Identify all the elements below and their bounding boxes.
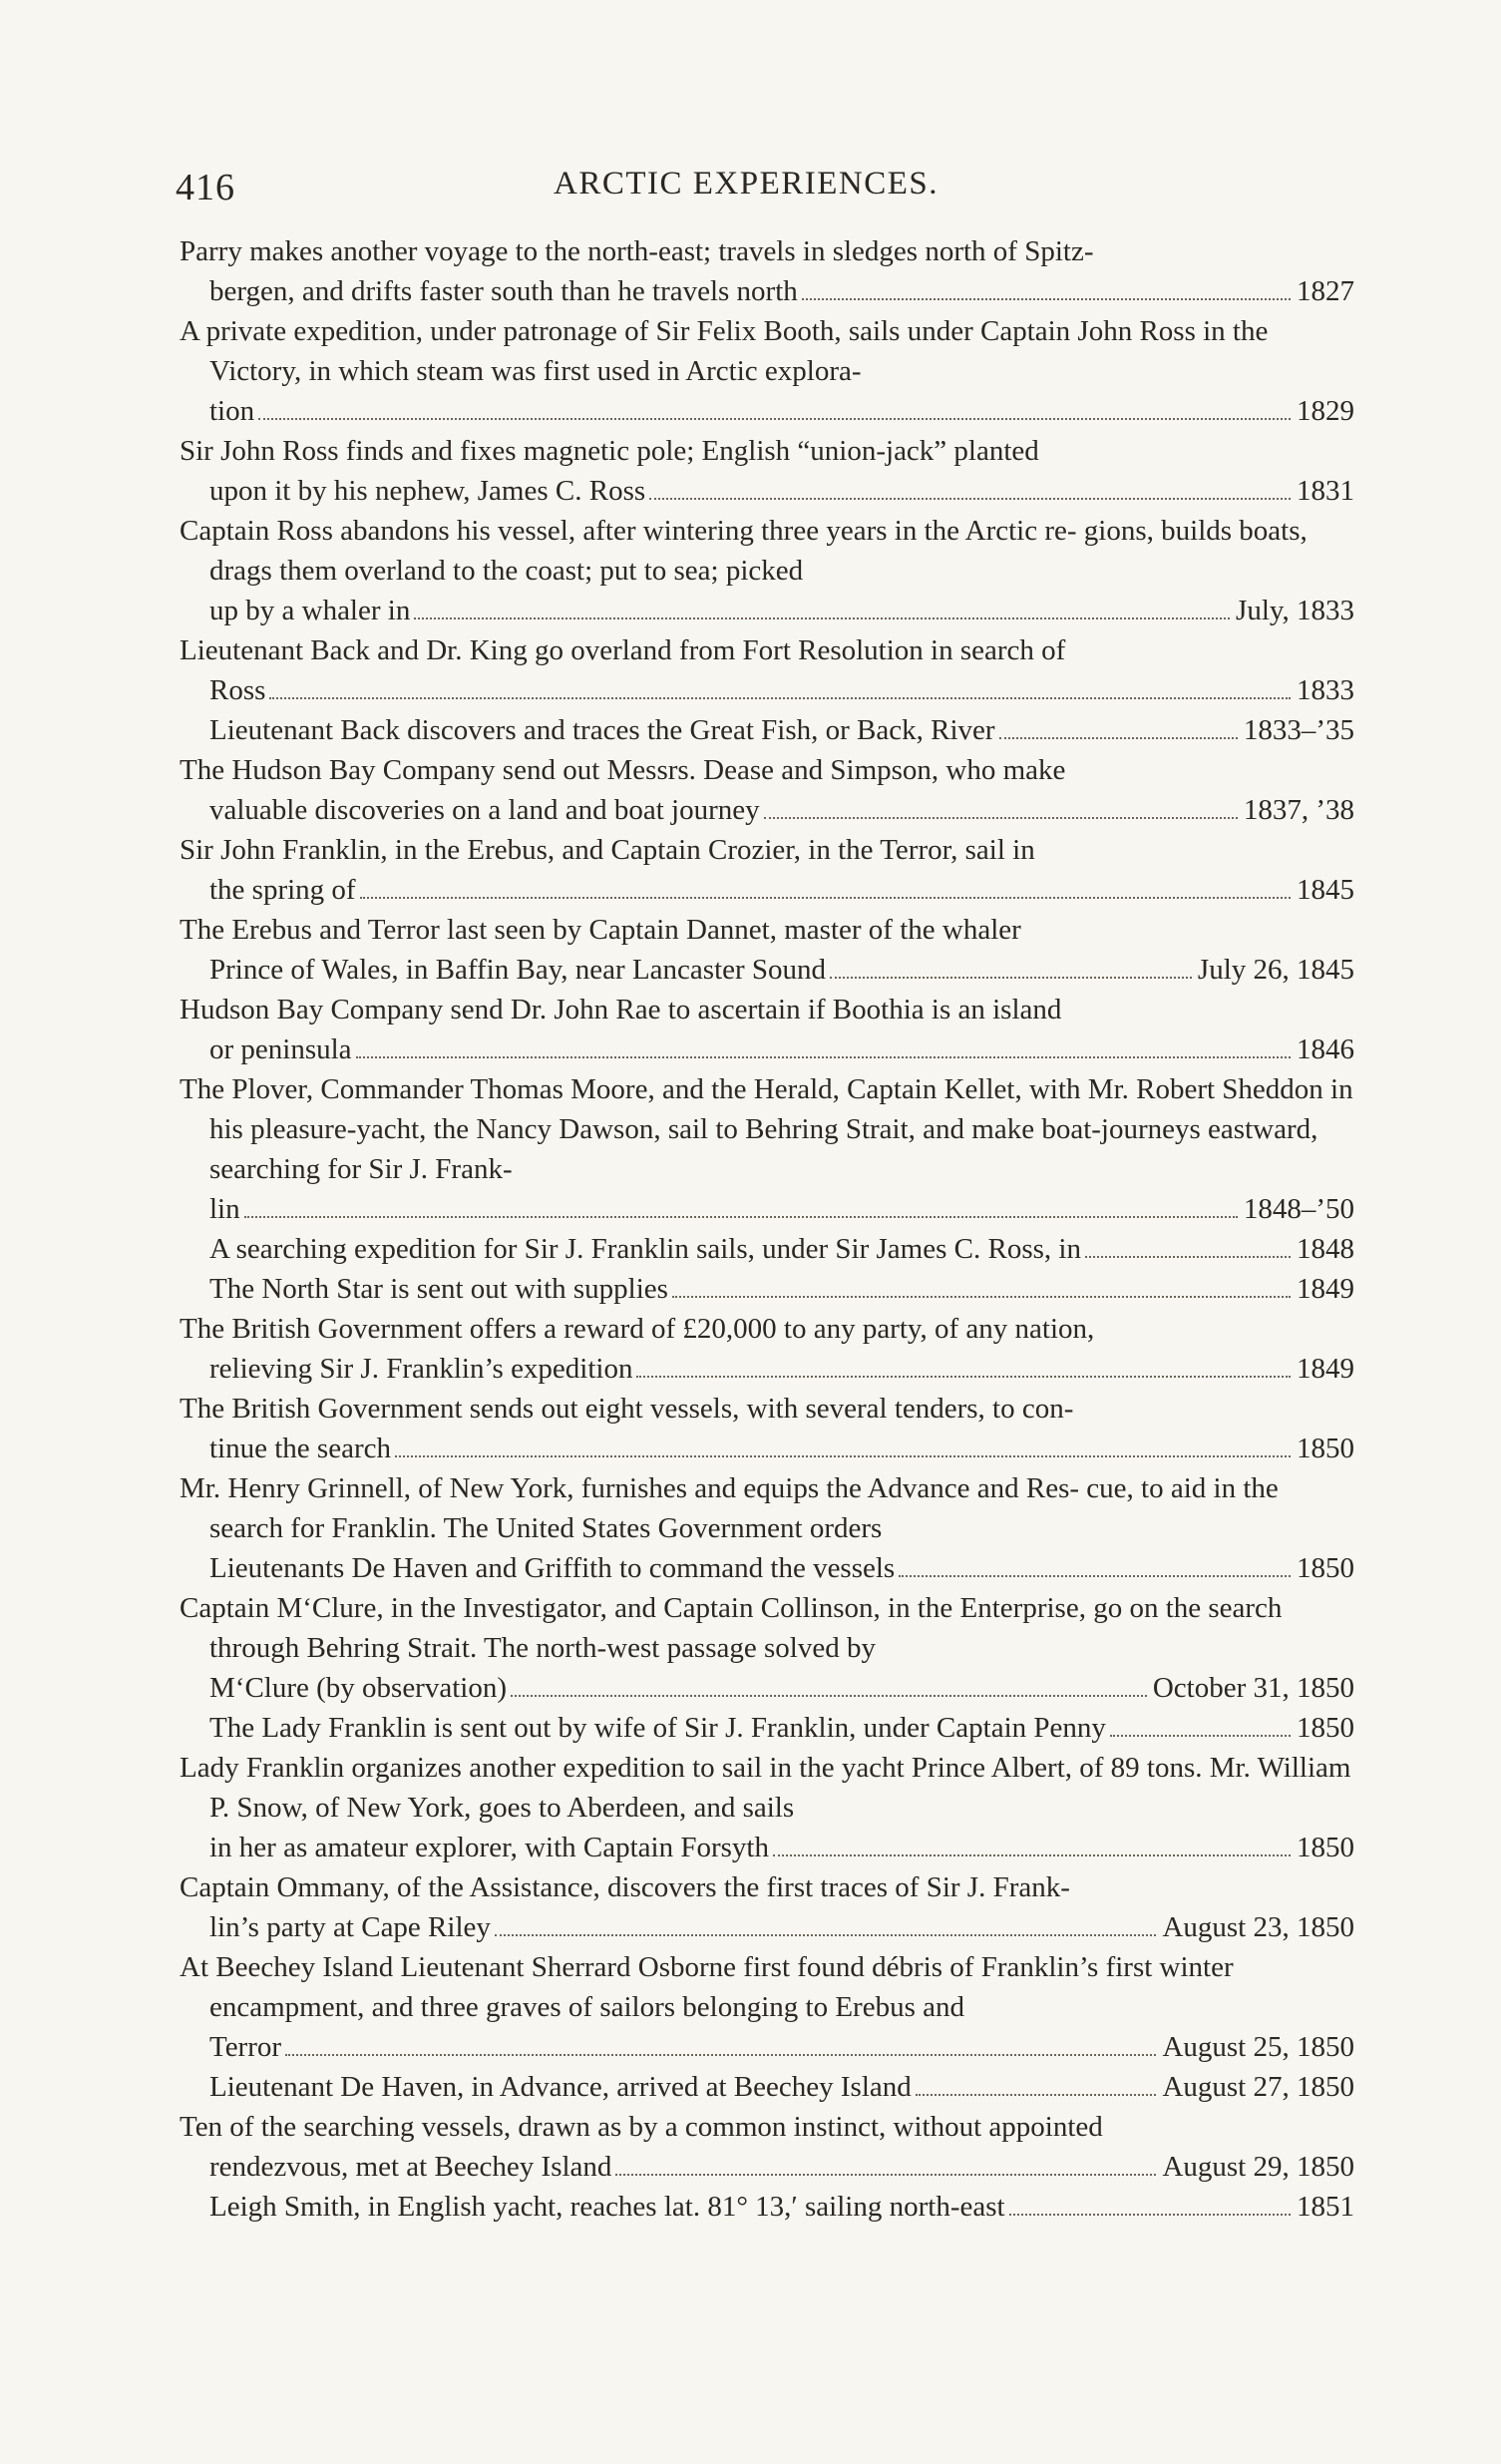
dot-leader [1110, 1735, 1291, 1737]
chronology-list [180, 231, 1354, 2227]
entry-text-end: M‘Clure (by observation) [209, 1672, 507, 1704]
running-title: ARCTIC EXPERIENCES. [554, 166, 939, 202]
chronology-entry [180, 231, 1354, 311]
dot-leader [802, 298, 1291, 300]
entry-last-line [209, 1708, 1354, 1748]
chronology-entry [180, 1309, 1354, 1389]
dot-leader [360, 897, 1291, 899]
chronology-entry [180, 1229, 1354, 1269]
entry-date: 1850 [1297, 1832, 1354, 1863]
entry-text: The Hudson Bay Company send out Messrs. Dease and Simpson, who make [180, 754, 1066, 786]
dot-leader [764, 817, 1238, 819]
entry-text-end: up by a whaler in [209, 595, 411, 626]
chronology-entry [180, 2067, 1354, 2107]
dot-leader [244, 1216, 1238, 1218]
chronology-entry [180, 990, 1354, 1069]
dot-leader [999, 737, 1238, 739]
entry-text-end: relieving Sir J. Franklin’s expedition [209, 1353, 633, 1385]
entry-text-end: A searching expedition for Sir J. Franklin sails, under Sir James C. Ross, in [209, 1233, 1081, 1265]
dot-leader [773, 1854, 1291, 1856]
entry-text: The Plover, Commander Thomas Moore, and the Herald, Captain Kellet, with Mr. Robert Sheddon in his pleasure-yacht, the Nancy Dawson, sail to Behring Strait, and make boat-journeys eastward, searching for Sir J. Frank- [180, 1073, 1353, 1185]
entry-text: Captain Ommany, of the Assistance, discovers the first traces of Sir J. Frank- [180, 1871, 1070, 1903]
entry-text-end: in her as amateur explorer, with Captain Forsyth [209, 1832, 769, 1863]
entry-last-line [209, 271, 1354, 311]
entry-text: At Beechey Island Lieutenant Sherrard Osborne first found débris of Franklin’s first winter encampment, and three graves of sailors belonging to Erebus and [180, 1951, 1234, 2023]
entry-date: August 27, 1850 [1162, 2071, 1354, 2103]
entry-date: 1849 [1297, 1353, 1354, 1385]
chronology-entry [180, 311, 1354, 431]
dot-leader [830, 977, 1192, 979]
dot-leader [511, 1695, 1147, 1697]
entry-last-line [209, 670, 1354, 710]
entry-text-end: lin’s party at Cape Riley [209, 1911, 491, 1943]
page-number: 416 [176, 167, 235, 208]
dot-leader [269, 697, 1291, 699]
entry-text-end: Lieutenant Back discovers and traces the Great Fish, or Back, River [209, 714, 995, 746]
entry-text: Mr. Henry Grinnell, of New York, furnishes and equips the Advance and Res- cue, to aid in the search for Franklin. The United States Government orders [180, 1472, 1279, 1544]
chronology-entry [180, 1269, 1354, 1309]
entry-date: 1846 [1297, 1033, 1354, 1065]
entry-text-end: Terror [209, 2031, 282, 2063]
dot-leader [649, 498, 1291, 500]
entry-text-end: Leigh Smith, in English yacht, reaches lat. 81° 13,′ sailing north-east [209, 2191, 1005, 2223]
entry-last-line [209, 2187, 1354, 2227]
entry-text-end: rendezvous, met at Beechey Island [209, 2151, 612, 2183]
dot-leader [414, 617, 1230, 619]
chronology-entry [180, 511, 1354, 630]
entry-date: 1849 [1297, 1273, 1354, 1305]
entry-text: The Erebus and Terror last seen by Captain Dannet, master of the whaler [180, 914, 1021, 946]
dot-leader [672, 1296, 1291, 1298]
entry-text: Lady Franklin organizes another expedition to sail in the yacht Prince Albert, of 89 tons. Mr. William P. Snow, of New York, goes to Aberdeen, and sails [180, 1752, 1351, 1824]
entry-date: August 23, 1850 [1162, 1911, 1354, 1943]
entry-last-line [209, 1269, 1354, 1309]
entry-date: 1833 [1297, 674, 1354, 706]
dot-leader [899, 1575, 1291, 1577]
entry-text-end: tion [209, 395, 255, 427]
chronology-entry [180, 2187, 1354, 2227]
chronology-entry [180, 1748, 1354, 1867]
chronology-entry [180, 2107, 1354, 2187]
entry-text-end: The Lady Franklin is sent out by wife of Sir J. Franklin, under Captain Penny [209, 1712, 1106, 1744]
entry-text-end: tinue the search [209, 1433, 391, 1464]
entry-last-line [209, 870, 1354, 910]
entry-date: 1833–’35 [1243, 714, 1354, 746]
entry-text: Lieutenant Back and Dr. King go overland from Fort Resolution in search of [180, 634, 1066, 666]
entry-last-line [209, 710, 1354, 750]
dot-leader [495, 1934, 1157, 1936]
entry-last-line [209, 1349, 1354, 1389]
entry-date: 1850 [1297, 1552, 1354, 1584]
entry-last-line [209, 1429, 1354, 1468]
entry-last-line [209, 471, 1354, 511]
entry-date: July, 1833 [1236, 595, 1354, 626]
entry-text: Hudson Bay Company send Dr. John Rae to ascertain if Boothia is an island [180, 994, 1062, 1026]
chronology-entry [180, 1588, 1354, 1708]
entry-last-line [209, 2147, 1354, 2187]
entry-text: Sir John Franklin, in the Erebus, and Captain Crozier, in the Terror, sail in [180, 834, 1035, 866]
entry-last-line [209, 1668, 1354, 1708]
entry-last-line [209, 1029, 1354, 1069]
entry-text: Ten of the searching vessels, drawn as by a common instinct, without appointed [180, 2111, 1103, 2143]
entry-date: August 29, 1850 [1162, 2151, 1354, 2183]
entry-last-line [209, 2027, 1354, 2067]
entry-date: 1831 [1297, 475, 1354, 507]
entry-last-line [209, 591, 1354, 630]
entry-text: The British Government offers a reward of £20,000 to any party, of any nation, [180, 1313, 1095, 1345]
chronology-entry [180, 630, 1354, 710]
entry-text-end: lin [209, 1193, 240, 1225]
dot-leader [1085, 1256, 1291, 1258]
dot-leader [615, 2174, 1156, 2176]
entry-last-line [209, 790, 1354, 830]
entry-date: October 31, 1850 [1152, 1672, 1354, 1704]
entry-text-end: the spring of [209, 874, 356, 906]
entry-text-end: Ross [209, 674, 266, 706]
chronology-entry [180, 1708, 1354, 1748]
entry-date: 1848 [1297, 1233, 1354, 1265]
entry-last-line [209, 950, 1354, 990]
chronology-entry [180, 830, 1354, 910]
chronology-entry [180, 1069, 1354, 1229]
entry-text: The British Government sends out eight vessels, with several tenders, to con- [180, 1393, 1074, 1425]
entry-last-line [209, 1828, 1354, 1867]
entry-last-line [209, 2067, 1354, 2107]
entry-text: A private expedition, under patronage of Sir Felix Booth, sails under Captain John Ross in the Victory, in which steam was first used in Arctic explora- [180, 315, 1269, 387]
chronology-entry [180, 750, 1354, 830]
entry-date: 1829 [1297, 395, 1354, 427]
entry-last-line [209, 1189, 1354, 1229]
entry-text: Captain M‘Clure, in the Investigator, and Captain Collinson, in the Enterprise, go on the search through Behring Strait. The north-west passage solved by [180, 1592, 1283, 1664]
entry-text: Sir John Ross finds and fixes magnetic pole; English “union-jack” planted [180, 435, 1039, 467]
entry-date: July 26, 1845 [1197, 954, 1354, 986]
entry-date: 1850 [1297, 1712, 1354, 1744]
dot-leader [356, 1056, 1291, 1058]
entry-text-end: upon it by his nephew, James C. Ross [209, 475, 646, 507]
dot-leader [258, 418, 1291, 420]
entry-date: 1848–’50 [1243, 1193, 1354, 1225]
entry-text-end: Lieutenants De Haven and Griffith to command the vessels [209, 1552, 896, 1584]
dot-leader [636, 1376, 1291, 1378]
chronology-entry [180, 710, 1354, 750]
entry-text-end: valuable discoveries on a land and boat journey [209, 794, 760, 826]
entry-last-line [209, 1548, 1354, 1588]
chronology-entry [180, 1867, 1354, 1947]
chronology-entry [180, 1468, 1354, 1588]
entry-text-end: bergen, and drifts faster south than he travels north [209, 275, 798, 307]
entry-text-end: or peninsula [209, 1033, 352, 1065]
entry-text-end: The North Star is sent out with supplies [209, 1273, 668, 1305]
dot-leader [395, 1455, 1291, 1457]
entry-date: August 25, 1850 [1162, 2031, 1354, 2063]
entry-last-line [209, 1907, 1354, 1947]
dot-leader [916, 2094, 1157, 2096]
dot-leader [1009, 2214, 1291, 2216]
chronology-entry [180, 1389, 1354, 1468]
entry-date: 1851 [1297, 2191, 1354, 2223]
dot-leader [285, 2054, 1156, 2056]
entry-date: 1827 [1297, 275, 1354, 307]
entry-last-line [209, 1229, 1354, 1269]
entry-text-end: Prince of Wales, in Baffin Bay, near Lancaster Sound [209, 954, 827, 986]
entry-date: 1837, ’38 [1243, 794, 1354, 826]
chronology-entry [180, 910, 1354, 990]
entry-text-end: Lieutenant De Haven, in Advance, arrived at Beechey Island [209, 2071, 912, 2103]
entry-text: Parry makes another voyage to the north-east; travels in sledges north of Spitz- [180, 235, 1094, 267]
chronology-entry [180, 431, 1354, 511]
entry-text: Captain Ross abandons his vessel, after wintering three years in the Arctic re- gions, builds boats, drags them overland to the coast; put to sea; picked [180, 515, 1308, 587]
chronology-entry [180, 1947, 1354, 2067]
entry-last-line [209, 391, 1354, 431]
entry-date: 1845 [1297, 874, 1354, 906]
entry-date: 1850 [1297, 1433, 1354, 1464]
